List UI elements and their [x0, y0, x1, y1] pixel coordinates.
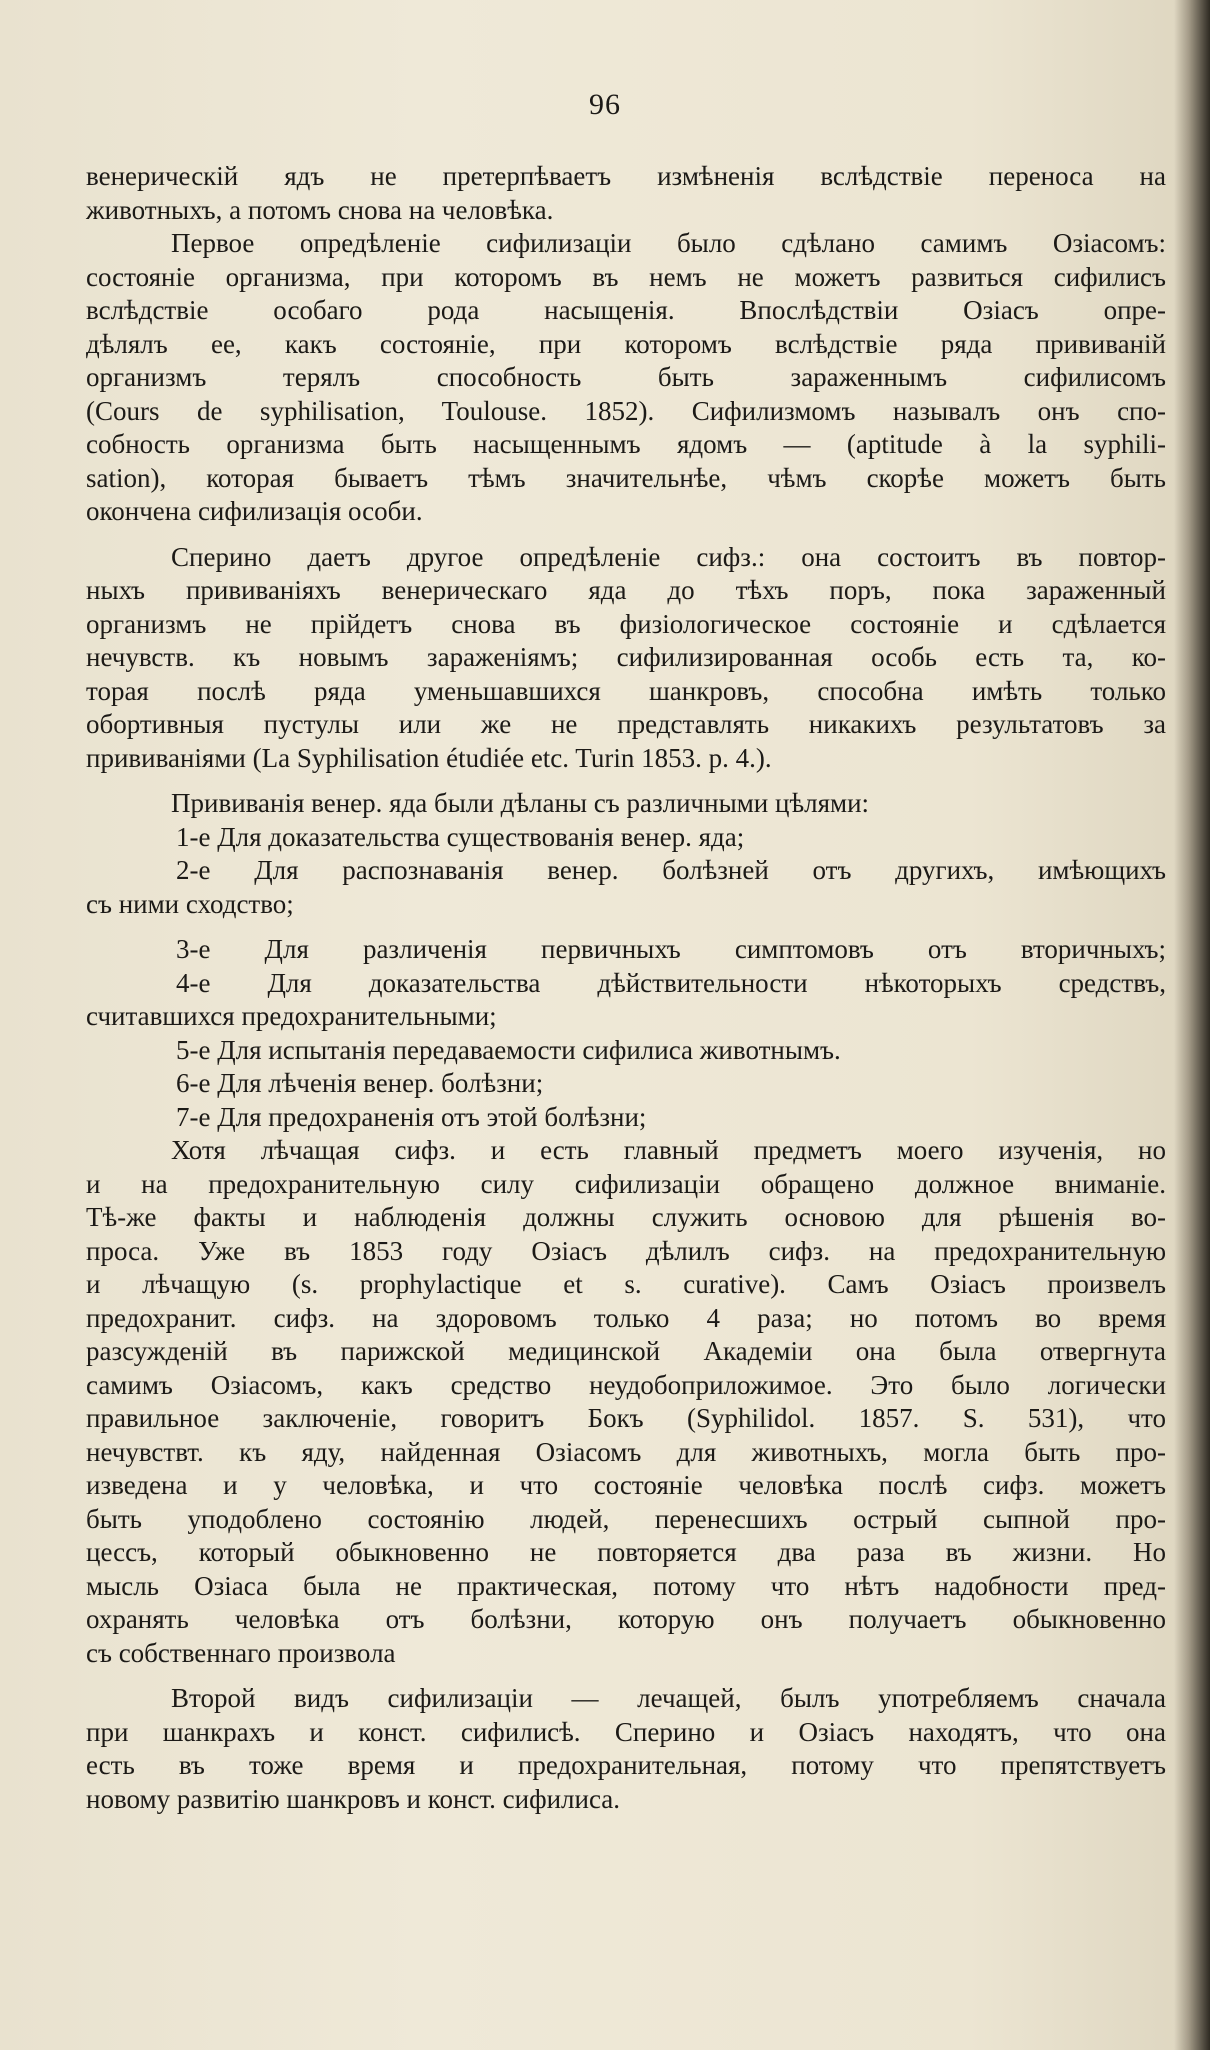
text-line: состояніе организма, при которомъ въ немъ не можетъ развиться сифилисъ	[86, 261, 1166, 292]
page-body	[86, 160, 1166, 1816]
text-line: проса. Уже въ 1853 году Озіасъ дѣлилъ сифз. на предохранительную	[86, 1235, 1166, 1266]
text-line: изведена и у человѣка, и что состояніе человѣка послѣ сифз. можетъ	[86, 1470, 1166, 1500]
text-line: животныхъ, а потомъ снова на человѣка.	[86, 194, 554, 225]
text-line: вслѣдствіе особаго рода насыщенія. Впослѣдствіи Озіасъ опре-	[86, 295, 1166, 325]
text-line: окончена сифилизація особи.	[86, 496, 423, 526]
text-line: предохранит. сифз. на здоровомъ только 4 раза; но потомъ во время	[86, 1302, 1166, 1333]
text-line: Прививанія венер. яда были дѣланы съ различными цѣлями:	[171, 788, 870, 818]
text-line: организмъ терялъ способность быть зараженнымъ сифилисомъ	[86, 362, 1166, 392]
text-line: считавшихся предохранительными;	[86, 1001, 497, 1031]
page-number: 96	[589, 88, 621, 121]
text-line: самимъ Озіасомъ, какъ средство неудобоприложимое. Это было логически	[86, 1369, 1166, 1400]
list-item: 6-е Для лѣченія венер. болѣзни;	[176, 1068, 544, 1098]
text-line: sation), которая бываетъ тѣмъ значительнѣе, чѣмъ скорѣе можетъ быть	[86, 462, 1166, 493]
text-line: (Cours de syphilisation, Toulouse. 1852). Сифилизмомъ называлъ онъ спо-	[86, 395, 1166, 426]
text-line: и лѣчащую (s. prophylactique et s. curative). Самъ Озіасъ произвелъ	[86, 1269, 1166, 1299]
text-line: организмъ не прійдетъ снова въ физіологическое состояніе и сдѣлается	[86, 608, 1166, 639]
text-line: Второй видъ сифилизаціи — лечащей, былъ употребляемъ сначала	[171, 1683, 1166, 1713]
list-item: 7-е Для предохраненія отъ этой болѣзни;	[176, 1101, 647, 1132]
text-line: и на предохранительную силу сифилизаціи обращено должное вниманіе.	[86, 1168, 1166, 1199]
list-item: 2-е Для распознаванія венер. болѣзней отъ другихъ, имѣющихъ	[176, 855, 1166, 885]
text-line: Сперино даетъ другое опредѣленіе сифз.: она состоитъ въ повтор-	[171, 541, 1166, 572]
text-line: есть въ тоже время и предохранительная, потому что препятствуетъ	[86, 1750, 1166, 1780]
text-line: при шанкрахъ и конст. сифилисѣ. Сперино и Озіасъ находятъ, что она	[86, 1716, 1166, 1747]
text-line: охранять человѣка отъ болѣзни, которую онъ получаетъ обыкновенно	[86, 1604, 1166, 1634]
text-line: Хотя лѣчащая сифз. и есть главный предметъ моего изученія, но	[171, 1135, 1166, 1165]
text-line: цессъ, который обыкновенно не повторяется два раза въ жизни. Но	[86, 1537, 1166, 1567]
binding-shadow	[1174, 0, 1210, 2050]
text-line: съ ними сходство;	[86, 888, 294, 919]
list-item: 5-е Для испытанія передаваемости сифилиса животнымъ.	[176, 1034, 841, 1065]
text-line: прививаніями (La Syphilisation étudiée etc. Turin 1853. p. 4.).	[86, 742, 772, 773]
text-line: съ собственнаго произвола	[86, 1637, 396, 1668]
text-line: быть уподоблено состоянію людей, перенесшихъ острый сыпной про-	[86, 1503, 1166, 1534]
list-item: 4-е Для доказательства дѣйствительности нѣкоторыхъ средствъ,	[176, 967, 1166, 998]
text-line: дѣлялъ ее, какъ состояніе, при которомъ вслѣдствіе ряда прививаній	[86, 328, 1166, 359]
text-line: разсужденій въ парижской медицинской Академіи она была отвергнута	[86, 1336, 1166, 1366]
text-line: правильное заключеніе, говоритъ Бокъ (Syphilidol. 1857. S. 531), что	[86, 1403, 1166, 1433]
text-line: мысль Озіаса была не практическая, потому что нѣтъ надобности пред-	[86, 1570, 1166, 1601]
text-line: обортивныя пустулы или же не представлять никакихъ результатовъ за	[86, 709, 1166, 739]
text-line: Тѣ-же факты и наблюденія должны служить основою для рѣшенія во-	[86, 1202, 1166, 1232]
text-line: собность организма быть насыщеннымъ ядомъ — (aptitude à la syphili-	[86, 429, 1166, 459]
text-line: новому развитію шанкровъ и конст. сифилиса.	[86, 1783, 621, 1814]
text-line: нечувств. къ новымъ зараженіямъ; сифилизированная особь есть та, ко-	[86, 642, 1166, 672]
list-item: 1-е Для доказательства существованія венер. яда;	[176, 821, 745, 852]
text-line: ныхъ прививаніяхъ венерическаго яда до тѣхъ поръ, пока зараженный	[86, 575, 1166, 605]
text-line: венерическій ядъ не претерпѣваетъ измѣненія вслѣдствіе переноса на	[86, 161, 1166, 191]
text-line: нечувствт. къ яду, найденная Озіасомъ для животныхъ, могла быть про-	[86, 1436, 1166, 1467]
text-line: торая послѣ ряда уменьшавшихся шанкровъ, способна имѣть только	[86, 675, 1166, 706]
list-item: 3-е Для различенія первичныхъ симптомовъ отъ вторичныхъ;	[176, 934, 1166, 964]
text-line: Первое опредѣленіе сифилизаціи было сдѣлано самимъ Озіасомъ:	[171, 228, 1166, 258]
